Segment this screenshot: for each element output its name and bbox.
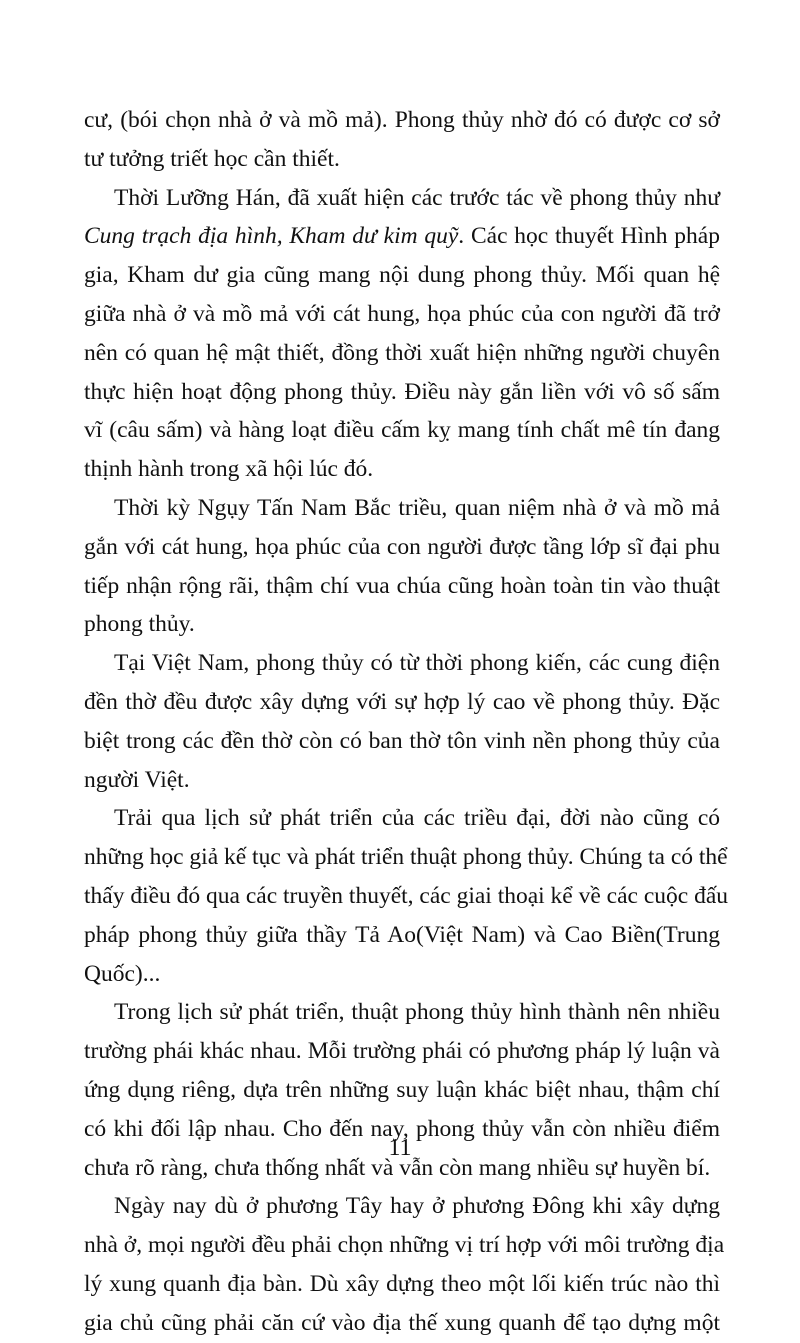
text-line bbox=[84, 799, 720, 838]
text-segment: Thời Lưỡng Hán, đã xuất hiện các trước tác về phong thủy như bbox=[114, 184, 720, 211]
text-segment: pháp phong thủy giữa thầy Tả Ao(Việt Nam) và Cao Biền(Trung bbox=[84, 921, 720, 948]
text-segment: những học giả kế tục và phát triển thuật phong thủy. Chúng ta có thể bbox=[84, 844, 728, 871]
text-line bbox=[84, 373, 720, 412]
text-segment: phong thủy. bbox=[84, 611, 195, 638]
text-segment: thấy điều đó qua các truyền thuyết, các giai thoại kể về các cuộc đấu bbox=[84, 882, 729, 909]
text-line bbox=[84, 644, 720, 683]
text-line bbox=[84, 489, 720, 528]
text-segment: đền thờ đều được xây dựng với sự hợp lý cao về phong thủy. Đặc bbox=[84, 688, 720, 715]
text-line bbox=[84, 256, 720, 295]
text-line bbox=[84, 877, 729, 916]
text-line bbox=[84, 1304, 720, 1343]
text-segment: gia, Kham dư gia cũng mang nội dung phong thủy. Mối quan hệ bbox=[84, 262, 720, 289]
text-segment: Ngày nay dù ở phương Tây hay ở phương Đông khi xây dựng bbox=[114, 1193, 720, 1220]
text-segment: Quốc)... bbox=[84, 960, 161, 987]
text-segment: nên có quan hệ mật thiết, đồng thời xuất hiện những người chuyên bbox=[84, 339, 720, 366]
text-line bbox=[84, 1032, 720, 1071]
text-line bbox=[84, 567, 720, 606]
text-line bbox=[84, 101, 720, 140]
page-number: 11 bbox=[388, 1135, 412, 1161]
text-segment: gia chủ cũng phải căn cứ vào địa thế xung quanh để tạo dựng một bbox=[84, 1309, 720, 1336]
text-line bbox=[84, 838, 728, 877]
text-line bbox=[84, 722, 720, 761]
text-segment: ứng dụng riêng, dựa trên những suy luận khác biệt nhau, thậm chí bbox=[84, 1076, 720, 1103]
text-line bbox=[84, 179, 720, 218]
text-segment: tiếp nhận rộng rãi, thậm chí vua chúa cũng hoàn toàn tin vào thuật bbox=[84, 572, 720, 599]
paragraph bbox=[84, 179, 720, 489]
text-line bbox=[84, 140, 720, 179]
text-segment: có khi đối lập nhau. Cho đến nay, phong thủy vẫn còn nhiều điểm bbox=[84, 1115, 720, 1142]
text-line bbox=[84, 761, 720, 800]
paragraph bbox=[84, 489, 720, 644]
text-segment: Thời kỳ Ngụy Tấn Nam Bắc triều, quan niệm nhà ở và mồ mả bbox=[114, 494, 720, 521]
text-line bbox=[84, 955, 720, 994]
text-line bbox=[84, 1071, 720, 1110]
text-line bbox=[84, 295, 720, 334]
text-line bbox=[84, 334, 720, 373]
text-segment: thực hiện hoạt động phong thủy. Điều này gắn liền với vô số sấm bbox=[84, 378, 720, 405]
text-segment: tư tưởng triết học cần thiết. bbox=[84, 145, 340, 172]
paragraph bbox=[84, 799, 729, 993]
italic-title: Cung trạch địa hình, Kham dư kim quỹ bbox=[84, 223, 459, 250]
text-segment: giữa nhà ở và mồ mả với cát hung, họa phúc của con người đã trở bbox=[84, 300, 720, 327]
text-line bbox=[84, 1187, 720, 1226]
text-segment: người Việt. bbox=[84, 766, 190, 793]
text-segment: thịnh hành trong xã hội lúc đó. bbox=[84, 456, 374, 483]
text-segment: nhà ở, mọi người đều phải chọn những vị trí hợp với môi trường địa bbox=[84, 1232, 725, 1259]
text-segment: cư, (bói chọn nhà ở và mồ mả). Phong thủy nhờ đó có được cơ sở bbox=[84, 107, 720, 133]
paragraph bbox=[84, 101, 720, 179]
text-line bbox=[84, 528, 720, 567]
paragraph bbox=[84, 644, 720, 799]
text-segment: vĩ (câu sấm) và hàng loạt điều cấm kỵ mang tính chất mê tín đang bbox=[84, 417, 720, 444]
text-line bbox=[84, 683, 720, 722]
paragraph bbox=[84, 1187, 725, 1342]
text-line bbox=[84, 411, 720, 450]
text-line bbox=[84, 916, 720, 955]
text-line bbox=[84, 1265, 720, 1304]
text-segment: chưa rõ ràng, chưa thống nhất và vẫn còn mang nhiều sự huyền bí. bbox=[84, 1154, 711, 1181]
text-line bbox=[84, 217, 720, 256]
text-line bbox=[84, 993, 720, 1032]
text-line bbox=[84, 1226, 725, 1265]
text-segment: biệt trong các đền thờ còn có ban thờ tôn vinh nền phong thủy của bbox=[84, 727, 720, 754]
text-line bbox=[84, 450, 720, 489]
text-segment: . Các học thuyết Hình pháp bbox=[458, 223, 720, 250]
text-segment: Tại Việt Nam, phong thủy có từ thời phong kiến, các cung điện bbox=[114, 650, 720, 677]
text-segment: Trong lịch sử phát triển, thuật phong thủy hình thành nên nhiều bbox=[114, 999, 720, 1026]
text-segment: Trải qua lịch sử phát triển của các triều đại, đời nào cũng có bbox=[114, 805, 720, 832]
text-line bbox=[84, 605, 720, 644]
text-segment: lý xung quanh địa bàn. Dù xây dựng theo một lối kiến trúc nào thì bbox=[84, 1270, 720, 1297]
text-segment: trường phái khác nhau. Mỗi trường phái có phương pháp lý luận và bbox=[84, 1038, 720, 1065]
text-segment: gắn với cát hung, họa phúc của con người được tầng lớp sĩ đại phu bbox=[84, 533, 720, 560]
